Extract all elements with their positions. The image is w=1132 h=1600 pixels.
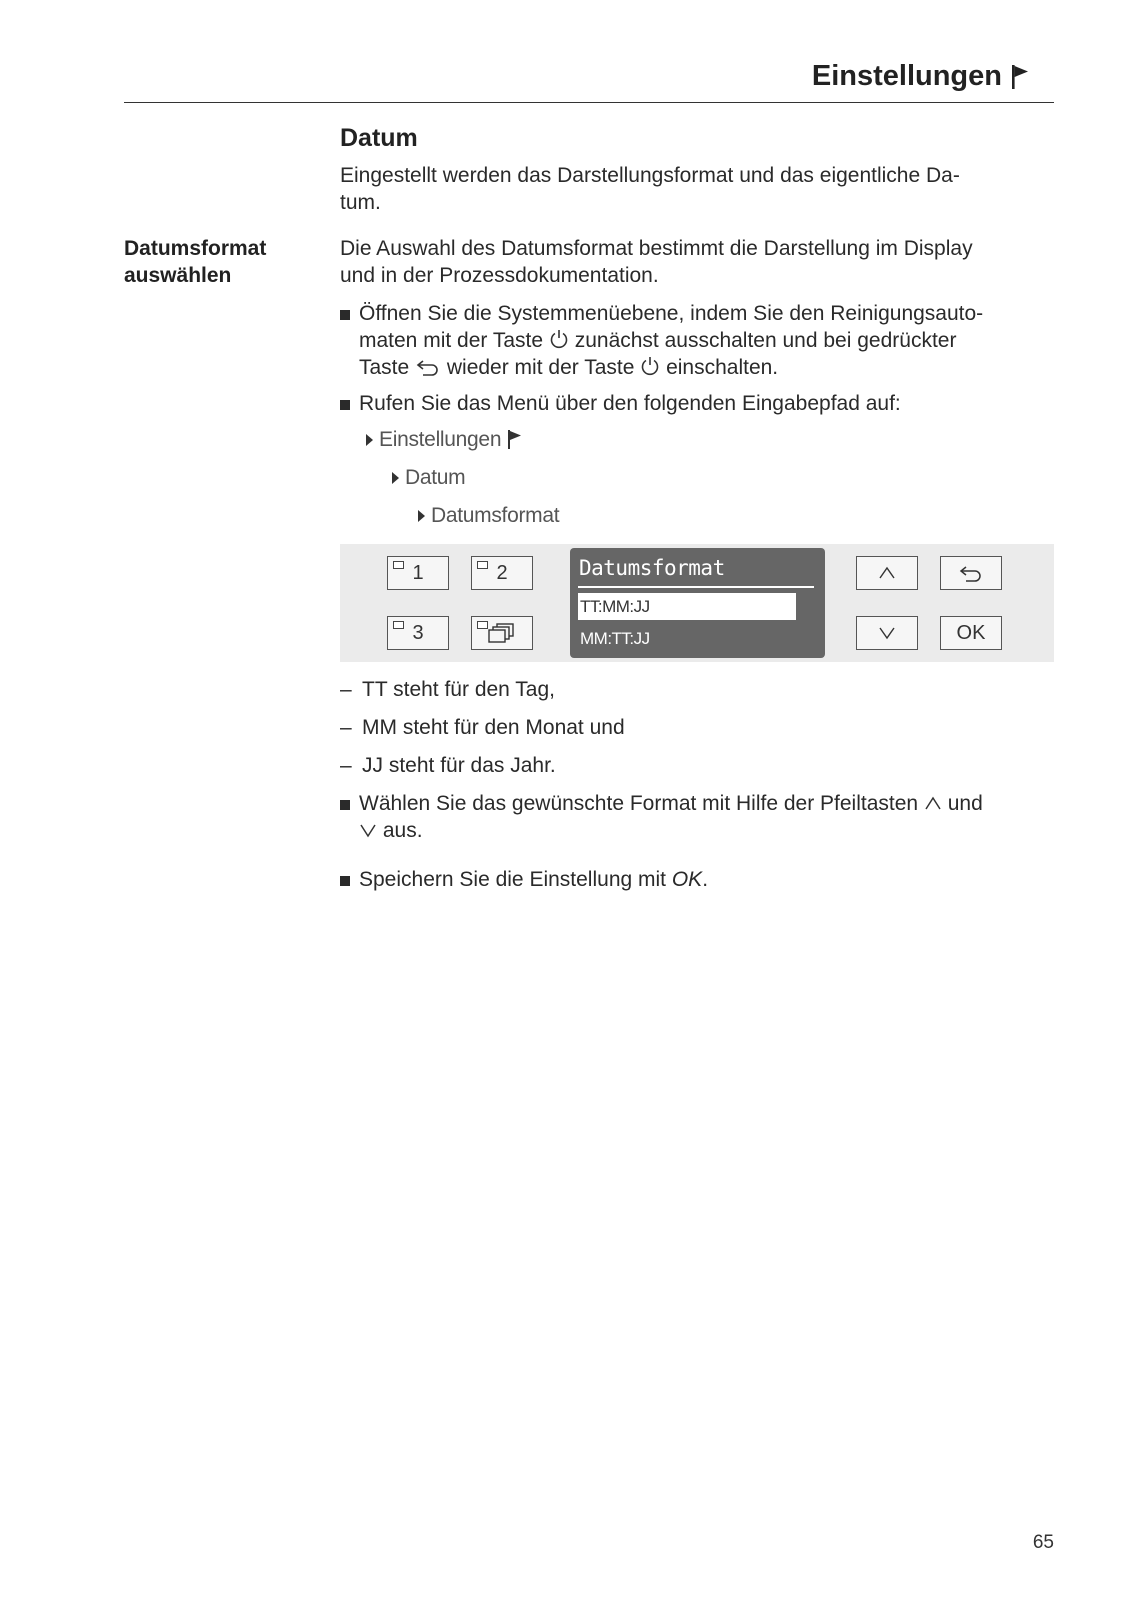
step-text-part: Speichern Sie die Einstellung mit xyxy=(359,868,672,891)
intro-line: Eingestellt werden das Darstellungsformat und das eigentliche Da- xyxy=(340,164,960,187)
step-call-menu xyxy=(340,390,1060,417)
header-title-text: Einstellungen xyxy=(811,60,1002,92)
dash-marker: – xyxy=(340,716,352,739)
key-led xyxy=(393,621,404,629)
bullet-square xyxy=(340,400,350,410)
key-1 xyxy=(387,556,449,590)
power-icon xyxy=(640,355,660,377)
menu-triangle-icon xyxy=(392,472,399,484)
ok-emphasis: OK xyxy=(671,868,703,891)
key-arrow-up xyxy=(856,556,918,590)
menu-path-label: Datumsformat xyxy=(431,504,560,527)
step-text-part: einschalten. xyxy=(660,356,779,379)
step-text-part: . xyxy=(702,868,709,891)
flag-icon xyxy=(507,429,523,451)
legend-item xyxy=(340,752,556,779)
step-text-part: zunächst ausschalten und bei gedrückter xyxy=(568,329,957,352)
menu-path-label: Datum xyxy=(405,466,466,489)
step-text xyxy=(359,866,1060,893)
header-divider xyxy=(124,102,1054,103)
step-text-part: maten mit der Taste xyxy=(359,329,549,352)
arrow-up-icon xyxy=(877,565,897,581)
step-text xyxy=(359,790,1060,844)
menu-path-item xyxy=(418,504,559,528)
page-number: 65 xyxy=(1032,1532,1054,1553)
device-display xyxy=(570,548,825,658)
key-back xyxy=(940,556,1002,590)
key-label: 1 xyxy=(412,561,424,584)
description-line: Die Auswahl des Datumsformat bestimmt die Darstellung im Display xyxy=(340,237,973,260)
arrow-down-icon xyxy=(359,823,377,838)
legend-text: TT steht für den Tag, xyxy=(362,678,555,701)
power-icon xyxy=(549,328,569,350)
legend-item xyxy=(340,714,625,741)
arrow-down-icon xyxy=(877,625,897,641)
key-2 xyxy=(471,556,533,590)
key-led xyxy=(393,561,404,569)
menu-triangle-icon xyxy=(366,434,373,446)
legend-item xyxy=(340,676,555,703)
page-header-title xyxy=(812,60,1030,93)
menu-path-label: Einstellungen xyxy=(379,428,502,451)
step-text-part: aus. xyxy=(377,819,423,842)
dash-marker: – xyxy=(340,678,352,701)
step-select-format xyxy=(340,790,1060,844)
description xyxy=(340,235,1060,289)
step-text-part: Wählen Sie das gewünschte Format mit Hilfe der Pfeiltasten xyxy=(359,792,924,815)
description-line: und in der Prozessdokumentation. xyxy=(340,264,659,287)
key-label: 2 xyxy=(496,561,508,584)
bullet-square xyxy=(340,876,350,886)
device-control-panel xyxy=(340,544,1054,662)
display-option-selected: TT:MM:JJ xyxy=(578,593,796,620)
section-intro xyxy=(340,162,1060,216)
multi-window-icon xyxy=(487,622,517,644)
key-label: 3 xyxy=(412,621,424,644)
step-text: Rufen Sie das Menü über den folgenden Eingabepfad auf: xyxy=(359,392,901,415)
step-text-part: Taste xyxy=(359,356,416,379)
side-label-line: Datumsformat xyxy=(124,237,267,260)
key-label: OK xyxy=(956,621,986,644)
key-multi-window xyxy=(471,616,533,650)
display-option: MM:TT:JJ xyxy=(580,629,650,648)
legend-text: MM steht für den Monat und xyxy=(362,716,625,739)
arrow-up-icon xyxy=(924,796,942,811)
key-3 xyxy=(387,616,449,650)
dash-marker: – xyxy=(340,754,352,777)
step-text-line: Öffnen Sie die Systemmenüebene, indem Sie den Reinigungsauto- xyxy=(359,302,984,325)
key-led xyxy=(477,621,488,629)
step-open-system-menu xyxy=(340,300,1060,381)
section-heading: Datum xyxy=(340,124,418,152)
bullet-square xyxy=(340,310,350,320)
flag-icon xyxy=(1010,63,1030,91)
key-ok xyxy=(940,616,1002,650)
display-title: Datumsformat xyxy=(579,556,725,580)
side-label-line: auswählen xyxy=(124,264,232,287)
bullet-square xyxy=(340,800,350,810)
step-save xyxy=(340,866,1060,893)
key-led xyxy=(477,561,488,569)
side-label xyxy=(124,235,314,289)
back-icon xyxy=(415,358,441,376)
step-text-part: und xyxy=(941,792,983,815)
menu-path-item xyxy=(392,466,465,490)
intro-line: tum. xyxy=(340,191,381,214)
display-title-underline xyxy=(578,586,814,588)
menu-path-item xyxy=(366,428,523,452)
menu-triangle-icon xyxy=(418,510,425,522)
step-text-part: wieder mit der Taste xyxy=(441,356,641,379)
step-text xyxy=(359,300,1060,381)
key-arrow-down xyxy=(856,616,918,650)
legend-text: JJ steht für das Jahr. xyxy=(362,754,556,777)
back-icon xyxy=(958,564,984,582)
